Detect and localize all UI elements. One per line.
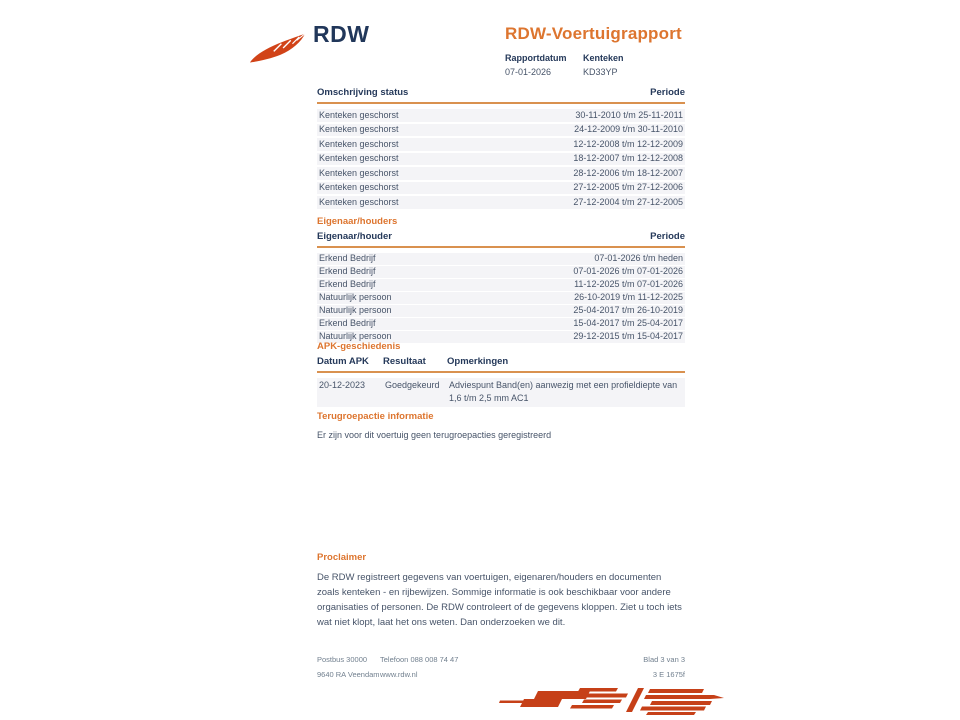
report-meta (505, 53, 661, 77)
proclaimer-section-title: Proclaimer (317, 552, 367, 563)
footer-form-code: 3 E 1675f (652, 669, 685, 679)
status-cell: Kenteken geschorst (319, 167, 399, 178)
period-cell: 12-12-2008 t/m 12-12-2009 (573, 138, 683, 149)
kenteken-value: KD33YP (583, 67, 618, 77)
period-cell: 30-11-2010 t/m 25-11-2011 (575, 109, 683, 120)
report-date-label: Rapportdatum (505, 53, 567, 63)
footer-city: 9640 RA Veendam (317, 669, 380, 679)
table-row (317, 153, 685, 166)
footer-page-indicator: Blad 3 van 3 (643, 655, 685, 664)
owner-cell: Erkend Bedrijf (319, 318, 376, 328)
period-cell: 11-12-2025 t/m 07-01-2026 (574, 279, 683, 289)
column-header-period: Periode (650, 87, 685, 98)
proclaimer-section (317, 552, 685, 630)
apk-date-cell: 20-12-2023 (319, 380, 366, 390)
owners-section-title: Eigenaar/houders (317, 216, 398, 227)
table-row (317, 109, 685, 122)
status-cell: Kenteken geschorst (319, 196, 399, 207)
column-header-apk-date: Datum APK (317, 356, 369, 367)
table-row (317, 305, 685, 317)
table-row (317, 279, 685, 291)
kenteken-block (583, 53, 661, 77)
owner-cell: Erkend Bedrijf (319, 253, 376, 263)
owners-table-header (317, 231, 685, 248)
report-date-block (505, 53, 583, 77)
recall-text: Er zijn voor dit voertuig geen terugroepacties geregistreerd (317, 430, 552, 440)
owners-section (317, 216, 685, 344)
table-row (317, 266, 685, 278)
table-row (317, 318, 685, 330)
period-cell: 24-12-2009 t/m 30-11-2010 (574, 124, 683, 134)
owner-cell: Erkend Bedrijf (319, 266, 376, 276)
table-row (317, 196, 685, 209)
status-cell: Kenteken geschorst (319, 182, 399, 192)
period-cell: 29-12-2015 t/m 15-04-2017 (573, 331, 683, 341)
footer-line (317, 670, 685, 679)
period-cell: 25-04-2017 t/m 26-10-2019 (573, 305, 683, 315)
apk-table-header (317, 356, 685, 373)
table-row (317, 124, 685, 137)
footer-phone: Telefoon 088 008 74 47 (380, 655, 459, 664)
status-cell: Kenteken geschorst (319, 109, 399, 120)
column-header-status: Omschrijving status (317, 87, 409, 98)
report-date-value: 07-01-2026 (505, 67, 552, 77)
owner-cell: Natuurlijk persoon (319, 305, 392, 315)
apk-remarks-cell: Adviespunt Band(en) aanwezig met een profieldiepte van 1,6 t/m 2,5 mm AC1 (449, 380, 678, 403)
status-table-body (317, 109, 685, 209)
status-table-section (317, 87, 685, 211)
status-cell: Kenteken geschorst (319, 138, 399, 149)
rdw-feather-logo-icon (246, 31, 310, 65)
table-row (317, 253, 685, 265)
apk-table-body (317, 378, 685, 407)
recall-section (317, 411, 685, 442)
page-footer (317, 655, 685, 684)
owners-table-body (317, 253, 685, 343)
period-cell: 27-12-2004 t/m 27-12-2005 (573, 196, 683, 207)
table-row (317, 138, 685, 151)
period-cell: 26-10-2019 t/m 11-12-2025 (574, 292, 683, 302)
column-header-apk-remarks: Opmerkingen (447, 356, 509, 367)
table-row (317, 167, 685, 180)
report-title: RDW-Voertuigrapport (505, 24, 682, 43)
owner-cell: Natuurlijk persoon (319, 331, 392, 341)
footer-line (317, 655, 685, 664)
column-header-owner: Eigenaar/houder (317, 231, 392, 242)
proclaimer-text: De RDW registreert gegevens van voertuigen, eigenaren/houders en documenten zoals kenteken - en rijbewijzen. Sommige informatie is ook beschikbaar voor andere organisaties of personen. De RDW controleert of de gegevens kloppen. Ziet u toch iets wat niet klopt, laat het ons weten. Dan onderzoeken we dit. (317, 572, 682, 628)
period-cell: 18-12-2007 t/m 12-12-2008 (573, 153, 683, 163)
apk-result-cell: Goedgekeurd (385, 380, 440, 390)
kenteken-label: Kenteken (583, 53, 624, 63)
column-header-apk-result: Resultaat (383, 356, 426, 367)
rdw-speedlines-graphic (498, 686, 750, 718)
table-row (317, 182, 685, 195)
recall-section-title: Terugroepactie informatie (317, 411, 434, 422)
table-row (317, 292, 685, 304)
apk-section (317, 341, 685, 409)
table-row (317, 378, 685, 407)
footer-po-box: Postbus 30000 (317, 655, 368, 664)
status-cell: Kenteken geschorst (319, 124, 399, 134)
column-header-period: Periode (650, 231, 685, 242)
period-cell: 07-01-2026 t/m heden (594, 253, 683, 263)
footer-website: www.rdw.nl (380, 669, 418, 679)
period-cell: 28-12-2006 t/m 18-12-2007 (573, 167, 683, 178)
period-cell: 07-01-2026 t/m 07-01-2026 (573, 266, 683, 276)
status-cell: Kenteken geschorst (319, 153, 399, 163)
owner-cell: Natuurlijk persoon (319, 292, 392, 302)
owner-cell: Erkend Bedrijf (319, 279, 376, 289)
rdw-logo-text: RDW (313, 21, 370, 47)
period-cell: 15-04-2017 t/m 25-04-2017 (573, 318, 683, 328)
apk-section-title: APK-geschiedenis (317, 341, 401, 352)
period-cell: 27-12-2005 t/m 27-12-2006 (573, 182, 683, 192)
status-table-header (317, 87, 685, 104)
